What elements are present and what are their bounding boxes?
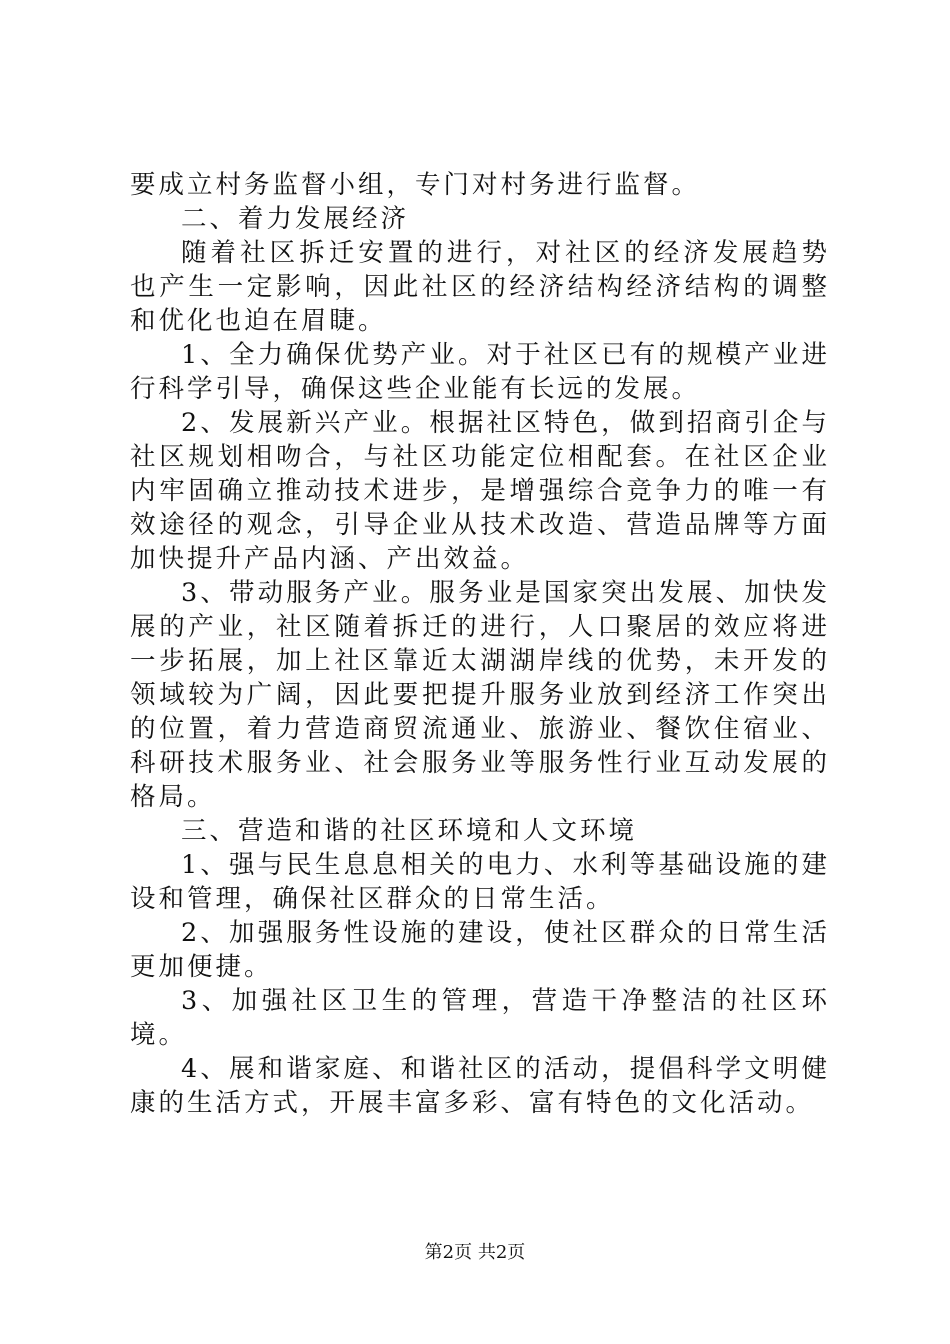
- section-heading-environment: 三、营造和谐的社区环境和人文环境: [181, 816, 638, 846]
- paragraph-hygiene: 3、加强社区卫生的管理，营造干净整洁的社区环境。: [130, 986, 830, 1050]
- paragraph-advantage-industry: 1、全力确保优势产业。对于社区已有的规模产业进行科学引导，确保这些企业能有长远的发展。: [130, 340, 830, 404]
- page-number-footer: 第2页 共2页: [424, 1242, 526, 1263]
- paragraph-emerging-industry: 2、发展新兴产业。根据社区特色，做到招商引企与社区规划相吻合，与社区功能定位相配套。在社区企业内牢固确立推动技术进步，是增强综合竞争力的唯一有效途径的观念，引导企业从技术改造、营造品牌等方面加快提升产品内涵、产出效益。: [130, 408, 830, 574]
- paragraph-service-facilities: 2、加强服务性设施的建设，使社区群众的日常生活更加便捷。: [130, 918, 830, 982]
- section-heading-economy: 二、着力发展经济: [181, 204, 410, 234]
- paragraph-infrastructure: 1、强与民生息息相关的电力、水利等基础设施的建设和管理，确保社区群众的日常生活。: [130, 850, 830, 914]
- document-body: [130, 168, 830, 1120]
- paragraph-economy-intro: 随着社区拆迁安置的进行，对社区的经济发展趋势也产生一定影响，因此社区的经济结构经济结构的调整和优化也迫在眉睫。: [130, 238, 830, 336]
- paragraph-service-industry: 3、带动服务产业。服务业是国家突出发展、加快发展的产业，社区随着拆迁的进行，人口聚居的效应将进一步拓展，加上社区靠近太湖湖岸线的优势，未开发的领域较为广阔，因此要把提升服务业放到经济工作突出的位置，着力营造商贸流通业、旅游业、餐饮住宿业、科研技术服务业、社会服务业等服务性行业互动发展的格局。: [130, 578, 830, 812]
- paragraph-harmony-activities: 4、展和谐家庭、和谐社区的活动，提倡科学文明健康的生活方式，开展丰富多彩、富有特色的文化活动。: [130, 1054, 830, 1118]
- paragraph-continuation: 要成立村务监督小组，专门对村务进行监督。: [130, 170, 701, 200]
